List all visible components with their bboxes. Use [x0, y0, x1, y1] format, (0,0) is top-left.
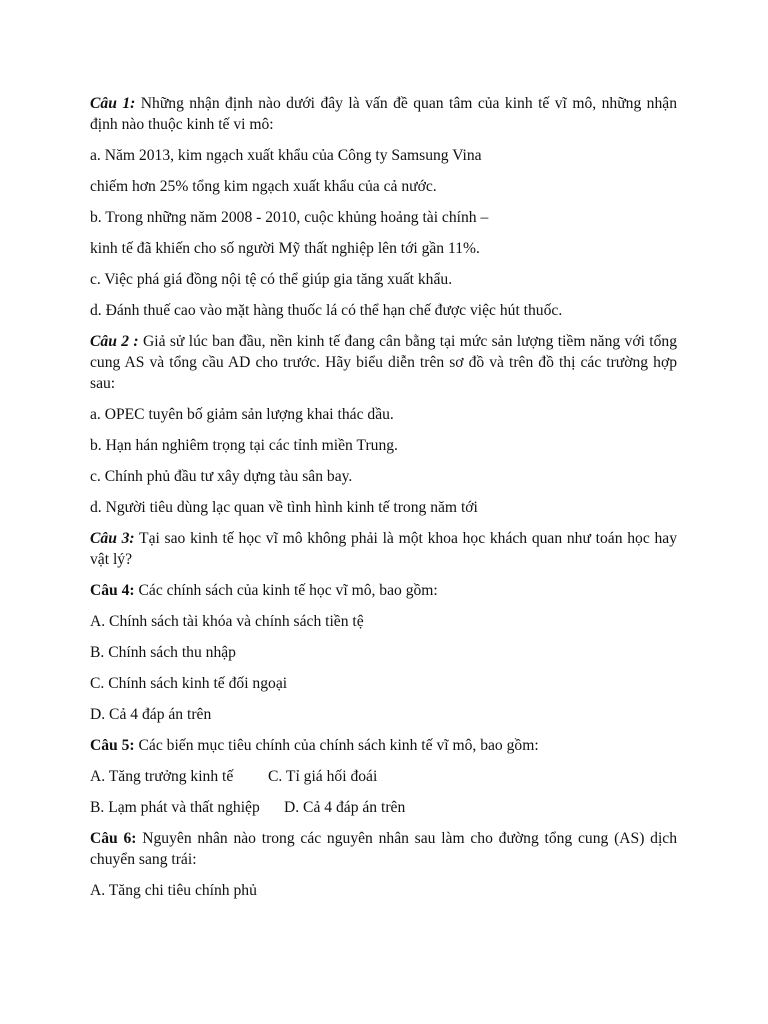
- option-line: A. Tăng trưởng kinh tế: [90, 768, 234, 785]
- question-text: Giả sử lúc ban đầu, nền kinh tế đang cân bằng tại mức sản lượng tiềm năng với tổng cung AS và tổng cầu AD cho trước. Hãy biểu diễn trên sơ đồ và trên đồ thị các trường hợp sau:: [90, 333, 677, 392]
- question-label: Câu 4:: [90, 582, 135, 599]
- question-text: Tại sao kinh tế học vĩ mô không phải là một khoa học khách quan như toán học hay vật lý?: [90, 530, 677, 568]
- option-line: C. Tỉ giá hối đoái: [268, 768, 378, 785]
- option-line: B. Lạm phát và thất nghiệp: [90, 799, 260, 816]
- option-line: b. Hạn hán nghiêm trọng tại các tỉnh miền Trung.: [90, 437, 398, 454]
- question-label: Câu 5:: [90, 737, 135, 754]
- question-2: [90, 331, 677, 394]
- question-5: [90, 735, 677, 756]
- option-line: d. Đánh thuế cao vào mặt hàng thuốc lá có thể hạn chế được việc hút thuốc.: [90, 302, 563, 319]
- question-label: Câu 6:: [90, 830, 137, 847]
- question-4: [90, 580, 677, 601]
- question-6: [90, 828, 677, 870]
- question-label: Câu 1:: [90, 95, 136, 112]
- question-3: [90, 528, 677, 570]
- option-line: d. Người tiêu dùng lạc quan về tình hình kinh tế trong năm tới: [90, 499, 478, 516]
- question-text: Nguyên nhân nào trong các nguyên nhân sau làm cho đường tổng cung (AS) dịch chuyển sang trái:: [90, 830, 677, 868]
- option-line: a. OPEC tuyên bố giảm sản lượng khai thác dầu.: [90, 406, 394, 423]
- option-line: D. Cả 4 đáp án trên: [90, 706, 212, 723]
- option-row: [90, 797, 677, 818]
- question-1: [90, 93, 677, 135]
- question-label: Câu 2 :: [90, 333, 139, 350]
- question-text: Các biến mục tiêu chính của chính sách kinh tế vĩ mô, bao gồm:: [134, 737, 539, 754]
- option-line: B. Chính sách thu nhập: [90, 644, 236, 661]
- question-text: Những nhận định nào dưới đây là vấn đề quan tâm của kinh tế vĩ mô, những nhận định nào thuộc kinh tế vi mô:: [90, 95, 677, 133]
- option-line: b. Trong những năm 2008 - 2010, cuộc khủng hoảng tài chính –: [90, 209, 489, 226]
- option-line: A. Tăng chi tiêu chính phủ: [90, 882, 257, 899]
- question-text: Các chính sách của kinh tế học vĩ mô, bao gồm:: [134, 582, 438, 599]
- option-line: a. Năm 2013, kim ngạch xuất khẩu của Công ty Samsung Vina: [90, 147, 482, 164]
- option-line: c. Chính phủ đầu tư xây dựng tàu sân bay.: [90, 468, 353, 485]
- option-line: D. Cả 4 đáp án trên: [284, 799, 406, 816]
- option-line: c. Việc phá giá đồng nội tệ có thể giúp gia tăng xuất khẩu.: [90, 271, 453, 288]
- question-label: Câu 3:: [90, 530, 135, 547]
- option-line: C. Chính sách kinh tế đối ngoại: [90, 675, 288, 692]
- option-row: [90, 766, 677, 787]
- option-line: chiếm hơn 25% tổng kim ngạch xuất khẩu của cả nước.: [90, 178, 437, 195]
- document-content: [90, 93, 677, 911]
- option-line: kinh tế đã khiến cho số người Mỹ thất nghiệp lên tới gần 11%.: [90, 240, 480, 257]
- option-line: A. Chính sách tài khóa và chính sách tiền tệ: [90, 613, 364, 630]
